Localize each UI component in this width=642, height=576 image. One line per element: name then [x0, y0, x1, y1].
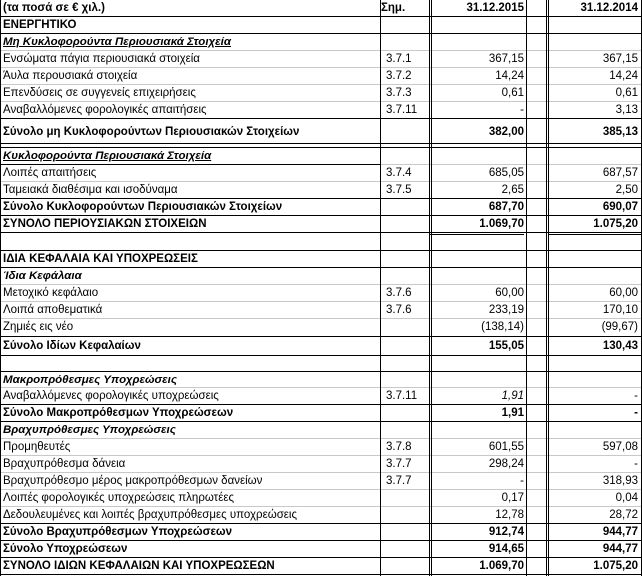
- value-2014: 944,77: [602, 543, 638, 555]
- row-note: 3.7.4: [386, 167, 412, 179]
- row-label: Σύνολο Υποχρεώσεων: [3, 543, 128, 555]
- value-2015: 914,65: [488, 543, 524, 555]
- row-label: Λοιπές φορολογικές υποχρεώσεις πληρωτέες: [3, 492, 235, 504]
- row-label: Βραχυπρόθεσμα δάνεια: [3, 458, 126, 470]
- value-2015: 685,05: [488, 167, 524, 179]
- value-2015: 233,19: [488, 304, 524, 316]
- row-label: ΣΥΝΟΛΟ ΙΔΙΩΝ ΚΕΦΑΛΑΙΩΝ ΚΑΙ ΥΠΟΧΡΕΩΣΕΩΝ: [3, 560, 275, 572]
- column-rule: [431, 0, 432, 576]
- value-2014: 367,15: [602, 53, 638, 65]
- value-2015: 0,61: [501, 87, 524, 99]
- row-label: Ενσώματα πάγια περιουσιακά στοιχεία: [3, 53, 200, 65]
- value-2014: 1.075,20: [593, 218, 638, 230]
- row-label: ΣΥΝΟΛΟ ΠΕΡΙΟΥΣΙΑΚΩΝ ΣΤΟΙΧΕΙΩΝ: [3, 218, 207, 230]
- row-label: Βραχυπρόθεσμο μέρος μακροπρόθεσμων δανείων: [3, 475, 263, 487]
- row-label: Βραχυπρόθεσμες Υποχρεώσεις: [3, 424, 176, 436]
- column-rule: [380, 0, 381, 576]
- value-2014: 2,50: [615, 184, 638, 196]
- row-note: 3.7.6: [386, 287, 412, 299]
- row-note: 3.7.7: [386, 458, 412, 470]
- value-2014: 687,57: [602, 167, 638, 179]
- value-2015: 1,91: [501, 390, 524, 402]
- value-2015: 14,24: [495, 70, 524, 82]
- column-rule: [429, 0, 430, 576]
- value-2015: -: [520, 104, 524, 116]
- value-2014: (99,67): [601, 321, 638, 333]
- value-2014: 944,77: [602, 526, 638, 538]
- row-label: Σύνολο Βραχυπρόθεσμων Υποχρεώσεων: [3, 526, 233, 538]
- value-2014: 597,08: [602, 441, 638, 453]
- rule: [0, 164, 380, 165]
- row-note: 3.7.2: [386, 70, 412, 82]
- value-2014: 0,61: [615, 87, 638, 99]
- column-header-2014: 31.12.2014: [580, 2, 638, 14]
- column-rule: [0, 0, 1, 576]
- value-2014: 0,04: [615, 492, 638, 504]
- value-2014: 60,00: [609, 287, 638, 299]
- row-label: Λοιπά αποθεματικά: [3, 304, 103, 316]
- value-2014: 28,72: [609, 509, 638, 521]
- value-2014: 318,93: [602, 475, 638, 487]
- column-rule: [546, 0, 547, 576]
- row-label: Κυκλοφορούντα Περιουσιακά Στοιχεία: [3, 150, 212, 162]
- row-label: Αναβαλλόμενες φορολογικές απαιτήσεις: [3, 104, 207, 116]
- value-2014: -: [634, 458, 638, 470]
- row-label: Σύνολο Ιδίων Κεφαλαίων: [3, 340, 141, 352]
- row-note: 3.7.8: [386, 441, 412, 453]
- value-2015: 601,55: [488, 441, 524, 453]
- value-2015: 2,65: [501, 184, 524, 196]
- row-label: Αναβαλλόμενες φορολογικές υποχρεώσεις: [3, 390, 219, 402]
- row-label: Άυλα περουσιακά στοιχεία: [3, 70, 138, 82]
- value-2015: 382,00: [488, 126, 524, 138]
- value-2014: 385,13: [602, 126, 638, 138]
- double-underline: [430, 234, 524, 235]
- row-note: 3.7.11: [386, 104, 418, 116]
- row-label: Ζημιές εις νέο: [3, 321, 74, 333]
- note-column-header: Σημ.: [381, 2, 406, 14]
- value-2014: 690,07: [602, 201, 638, 213]
- row-note: 3.7.1: [386, 53, 412, 65]
- row-label: Επενδύσεις σε συγγενείς επιχειρήσεις: [3, 87, 196, 99]
- row-label: Προμηθευτές: [3, 441, 71, 453]
- value-2014: -: [634, 390, 638, 402]
- row-label: ΙΔΙΑ ΚΕΦΑΛΑΙΑ ΚΑΙ ΥΠΟΧΡΕΩΣΕΙΣ: [3, 253, 198, 265]
- value-2014: 1.075,20: [593, 560, 638, 572]
- column-header-2015: 31.12.2015: [466, 2, 524, 14]
- row-label: Μετοχικό κεφάλαιο: [3, 287, 99, 299]
- row-note: 3.7.3: [386, 87, 412, 99]
- row-note: 3.7.7: [386, 475, 412, 487]
- value-2014: 14,24: [609, 70, 638, 82]
- value-2014: -: [634, 407, 638, 419]
- row-label: Λοιπές απαιτήσεις: [3, 167, 97, 179]
- row-label: Μακροπρόθεσμες Υποχρεώσεις: [3, 374, 177, 386]
- value-2015: 687,70: [488, 201, 524, 213]
- value-2015: (138,14): [481, 321, 524, 333]
- column-rule: [526, 0, 527, 576]
- value-2014: 3,13: [615, 104, 638, 116]
- row-label: ΕΝΕΡΓΗΤΙΚΟ: [3, 19, 77, 31]
- value-2015: 1.069,70: [479, 560, 524, 572]
- value-2015: 1.069,70: [479, 218, 524, 230]
- row-note: 3.7.5: [386, 184, 412, 196]
- value-2015: 912,74: [488, 526, 524, 538]
- value-2014: 130,43: [602, 340, 638, 352]
- value-2014: 170,10: [602, 304, 638, 316]
- value-2015: 155,05: [488, 340, 524, 352]
- double-underline: [548, 234, 642, 235]
- amounts-note: (τα ποσά σε € χιλ.): [3, 2, 105, 14]
- row-label: Δεδουλευμένες και λοιπές βραχυπρόθεσμες υποχρεώσεις: [3, 509, 298, 521]
- value-2015: 298,24: [488, 458, 524, 470]
- row-label: Σύνολο μη Κυκλοφορούντων Περιουσιακών Στοιχείων: [3, 126, 300, 138]
- value-2015: -: [520, 475, 524, 487]
- row-note: 3.7.6: [386, 304, 412, 316]
- row-label: Μη Κυκλοφορούντα Περιουσιακά Στοιχεία: [3, 36, 231, 48]
- row-note: 3.7.11: [386, 390, 418, 402]
- row-label: Ταμειακά διαθέσιμα και ισοδύναμα: [3, 184, 178, 196]
- value-2015: 0,17: [501, 492, 524, 504]
- row-label: Σύνολο Κυκλοφορούντων Περιουσιακών Στοιχείων: [3, 201, 283, 213]
- value-2015: 367,15: [488, 53, 524, 65]
- value-2015: 12,78: [495, 509, 524, 521]
- value-2015: 60,00: [495, 287, 524, 299]
- value-2015: 1,91: [501, 407, 524, 419]
- row-label: Σύνολο Μακροπρόθεσμων Υποχρεώσεων: [3, 407, 234, 419]
- row-label: Ίδια Κεφάλαια: [3, 270, 82, 282]
- column-rule: [548, 0, 549, 576]
